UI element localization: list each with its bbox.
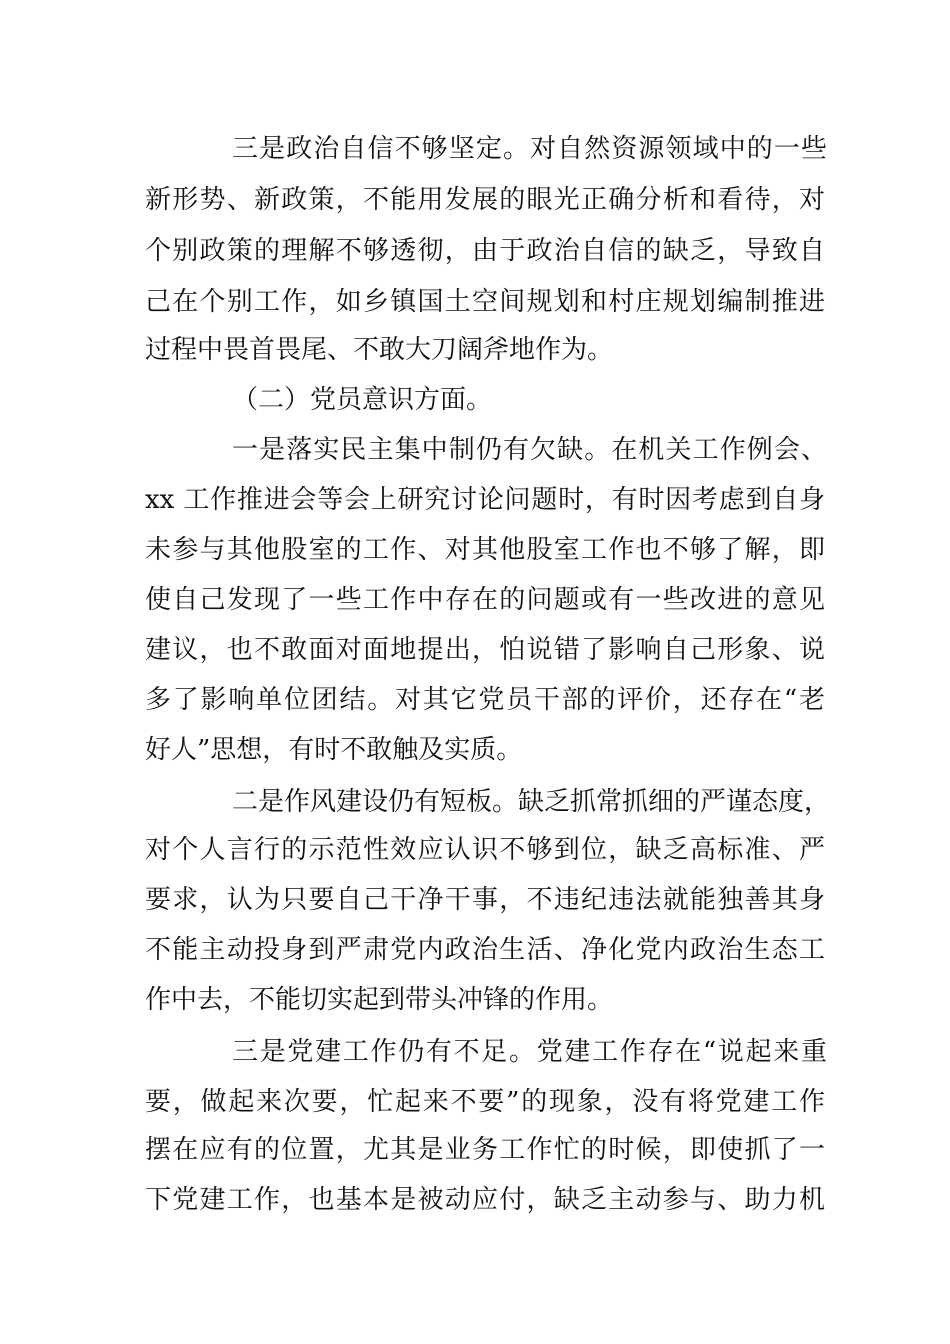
paragraph-1-line-5: 过程中畏首畏尾、不敢大刀阔斧地作为。 (145, 335, 614, 365)
paragraph-1-line-2: 新形势、新政策，不能用发展的眼光正确分析和看待，对 (145, 185, 825, 215)
paragraph-1-line-4: 己在个别工作，如乡镇国土空间规划和村庄规划编制推进 (145, 287, 825, 317)
paragraph-4-line-2: 要，做起来次要，忙起来不要”的现象，没有将党建工作 (145, 1087, 825, 1117)
paragraph-3-line-4: 不能主动投身到严肃党内政治生活、净化党内政治生态工 (145, 935, 825, 965)
paragraph-4-line-1: 三是党建工作仍有不足。党建工作存在“说起来重 (232, 1037, 827, 1067)
paragraph-2-line-6: 多了影响单位团结。对其它党员干部的评价，还存在“老 (145, 685, 825, 715)
paragraph-2-line-5: 建议，也不敢面对面地提出，怕说错了影响自己形象、说 (145, 635, 825, 665)
paragraph-1-line-3: 个别政策的理解不够透彻，由于政治自信的缺乏，导致自 (145, 236, 825, 266)
section-heading: （二）党员意识方面。 (232, 385, 493, 415)
paragraph-2-line-4: 使自己发现了一些工作中存在的问题或有一些改进的意见 (145, 585, 825, 615)
paragraph-3-line-1: 二是作风建设仍有短板。缺乏抓常抓细的严谨态度， (232, 787, 831, 817)
paragraph-3-line-5: 作中去，不能切实起到带头冲锋的作用。 (145, 985, 614, 1015)
paragraph-2-line-1: 一是落实民主集中制仍有欠缺。在机关工作例会、 (232, 435, 827, 465)
paragraph-3-line-3: 要求，认为只要自己干净干事，不违纪违法就能独善其身 (145, 885, 825, 915)
paragraph-3-line-2: 对个人言行的示范性效应认识不够到位，缺乏高标准、严 (145, 835, 825, 865)
paragraph-4-line-3: 摆在应有的位置，尤其是业务工作忙的时候，即使抓了一 (145, 1135, 825, 1165)
paragraph-2-line-3: 未参与其他股室的工作、对其他股室工作也不够了解，即 (145, 535, 825, 565)
paragraph-4-line-4: 下党建工作，也基本是被动应付，缺乏主动参与、助力机 (145, 1185, 825, 1215)
paragraph-2-line-2: xx 工作推进会等会上研究讨论问题时，有时因考虑到自身 (145, 485, 825, 515)
paragraph-2-line-7: 好人”思想，有时不敢触及实质。 (145, 735, 523, 765)
paragraph-1-line-1: 三是政治自信不够坚定。对自然资源领域中的一些 (232, 134, 827, 164)
